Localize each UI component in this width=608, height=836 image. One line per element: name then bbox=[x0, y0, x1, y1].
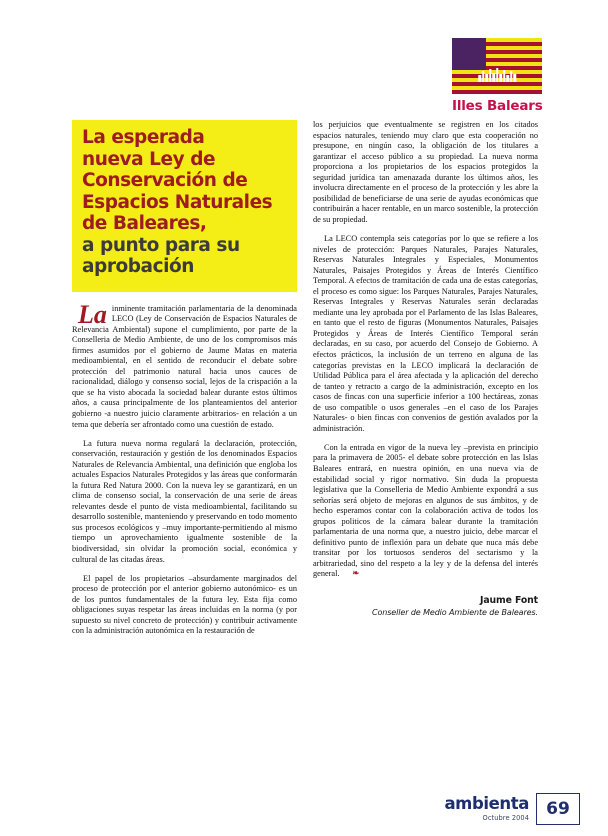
issue-date: Octubre 2004 bbox=[482, 814, 529, 822]
logo-wordmark: Illes Balears bbox=[452, 98, 543, 114]
page-number: 69 bbox=[536, 793, 580, 825]
paragraph: los perjuicios que eventualmente se registren en los citados espacios naturales, teniendo muy claro que esta cooperación no presupone, en ningún caso, la obligación de los titulares a garantizar el acceso público a su propiedad. La nueva norma proporciona a los propietarios de los espacios protegidos la seguridad jurídica tan amenazada durante los últimos años, les involucra directamente en el proceso de la protección y les abre la posibilidad de beneficiarse de una serie de ayudas económicas que contribuirán a hacer rentable, en un marco sostenible, la protección de su propiedad. bbox=[313, 120, 538, 224]
magazine-brand: ambienta bbox=[444, 794, 529, 813]
article-right-column bbox=[313, 120, 538, 618]
paragraph bbox=[72, 299, 297, 431]
title-line-1: La esperada bbox=[82, 127, 205, 148]
paragraph: La LECO contempla seis categorías por lo que se refiere a los niveles de protección: Parques Naturales, Parajes Naturales, Reservas Naturales Integrales y Especiales, Monumentos Naturales, Paisajes Protegidos y Áreas de Interés Científico Temporal. A efectos de tramitación de cada una de estas categorías, el proceso es como sigue: los Parques Naturales, Parajes Naturales, Reservas Integrales y Reservas Naturales serán declaradas mediante una ley aprobada por el Parlamento de las Islas Baleares, en tanto que el resto de figuras (Monumentos Naturales, Paisajes Protegidos y Áreas de Interés Científico Temporal serán declaradas, en su caso, por acuerdo del Consejo de Gobierno. A efectos prácticos, la inclusión de un terreno en alguna de las categorías previstas en la LECO implicará la declaración de Utilidad Pública para el área afectada y la aplicación del derecho de tanteo y retracto a cargo de la administración, excepto en los casos de fincas con una superficie inferior a 100 hectáreas, zonas de uso compatible o usos generales –en el caso de los Parajes Naturales- o bien fincas con convenios de gestión avalados por la administración. bbox=[313, 233, 538, 433]
title-line-7: aprobación bbox=[82, 256, 194, 277]
flag-canton bbox=[452, 38, 486, 70]
illes-balears-logo bbox=[452, 38, 548, 114]
article-left-column bbox=[72, 120, 297, 637]
paragraph: El papel de los propietarios –absurdamente marginados del proceso de protección por el anterior gobierno autonómico- es un de los puntos fundamentales de la futura ley. Esta fija como obligaciones suyas respetar las áreas incluidas en la norma (y por supuesto su nivel concreto de protección) y contribuir activamente con la administración autonómica en la restauración de bbox=[72, 573, 297, 636]
paragraph-text: inminente tramitación parlamentaria de la denominada LECO (Ley de Conservación de Espacios Naturales de Relevancia Ambiental) supone el cumplimiento, por parte de la Conselleria de Medio Ambiente, de uno de los compromisos más firmes asumidos por el gobierno de Jaume Matas en materia medioambiental, en el sentido de reconducir el debate sobre protección del patrimonio natural hacia unos cauces de racionalidad, diálogo y consenso social, lejos de la crispación a la que se ha visto abocada la sociedad balear durante estos últimos años, a causa principalmente de los planteamientos del anterior gobierno -a nuestro juicio claramente arbitrarios- en relación a un tema que debería ser afrontado como una cuestión de estado. bbox=[72, 303, 297, 429]
paragraph-text: Con la entrada en vigor de la nueva ley –prevista en principio para la primavera de 2005- el debate sobre protección en las Islas Baleares entrará, en nuestra opinión, en una nueva via de estabilidad social y rigor normativo. Sin duda la propuesta legislativa que la Conselleria de Medio Ambiente expondrá a sus señorías será objeto de mejoras en algunos de sus ámbitos, y de hecho esperamos contar con la colaboración activa de todos los grupos politicos de la cámara balear durante la tramitación parlamentaria de una norma que, a nuestro juicio, debe marcar el definitivo punto de inflexión para un debate que nuca más debe transitar por los tortuosos senderos del sectarismo y la arbitrariedad, sino del respeto a la ley y de la defensa del interés general. bbox=[313, 442, 538, 579]
article-signature bbox=[313, 596, 538, 618]
title-line-4: Espacios Naturales bbox=[82, 191, 273, 213]
article-title-block bbox=[72, 120, 297, 292]
balearic-flag-icon bbox=[452, 38, 542, 94]
title-line-6: a punto para su bbox=[82, 234, 240, 256]
drop-cap: La bbox=[78, 299, 107, 329]
title-line-3: Conservación de bbox=[82, 170, 248, 191]
title-line-5: de Baleares, bbox=[82, 213, 207, 234]
footer-text-group bbox=[444, 793, 536, 825]
end-of-article-ornament-icon: ❧ bbox=[352, 568, 360, 578]
title-line-2: nueva Ley de bbox=[82, 148, 216, 170]
page-footer bbox=[0, 793, 608, 836]
paragraph bbox=[313, 443, 538, 580]
paragraph: La futura nueva norma regulará la declaración, protección, conservación, restauración y gestión de los denominados Espacios Naturales de Relevancia Ambiental, una definición que engloba los actuales Espacios Naturales Protegidos y las áreas que conformarán la futura Red Natura 2000. Con la nueva ley se garantizará, en un clima de consenso social, la conservación de una serie de áreas relevantes desde el punto de vista medioambiental, facilitando su desarrollo sostenible, manteniendo y preservando en todo momento sus procesos ecológicos y –muy importante-permitiendo al mismo tiempo un aprovechamiento igualmente sostenible de la biodiversidad, sin olvidar la promoción social, económica y cultural de las citadas áreas. bbox=[72, 438, 297, 564]
author-name: Jaume Font bbox=[479, 594, 538, 606]
author-role: Conseller de Medio Ambiente de Baleares. bbox=[371, 607, 538, 617]
castle-icon bbox=[478, 68, 516, 82]
